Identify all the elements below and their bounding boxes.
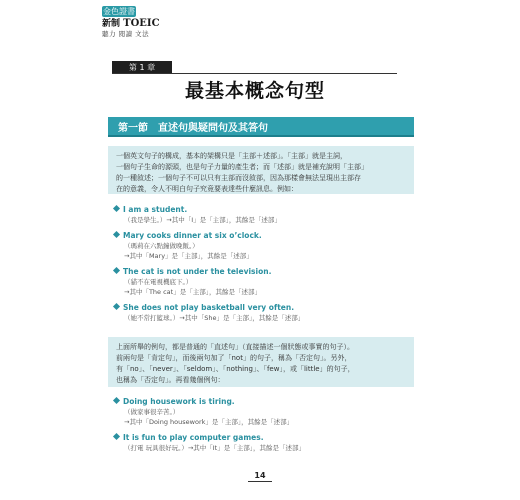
- example-item: [114, 230, 414, 261]
- example-english: She does not play basketball very often.: [123, 303, 295, 312]
- explanation-box: [108, 337, 414, 387]
- example-translation: （做家事很辛苦。）: [124, 408, 180, 416]
- example-item: [114, 204, 414, 225]
- page-number: 14: [254, 471, 266, 480]
- brand-title: [102, 18, 162, 30]
- example-note: →其中「Doing housework」是「主部」，其餘是「述部」: [124, 418, 294, 426]
- example-english: The cat is not under the television.: [123, 267, 272, 276]
- brand-badge: 金色證書: [103, 7, 135, 16]
- diamond-bullet-icon: [113, 397, 120, 404]
- diamond-bullet-icon: [113, 433, 120, 440]
- example-english: Mary cooks dinner at six o’clock.: [123, 231, 262, 240]
- example-english: Doing housework is tiring.: [123, 397, 235, 406]
- chapter-rule: [112, 73, 397, 74]
- example-item: [114, 302, 414, 323]
- example-list-1: [114, 204, 414, 328]
- brand-subtitle: 聽力 閱讀 文法: [102, 30, 150, 38]
- example-translation: （她不常打籃球。）→其中「She」是「主部」，其餘是「述部」: [124, 314, 305, 322]
- intro-line: 的一種敘述；一個句子不可以只有主部而沒敘部，因為那樣會無法呈現出主部存: [116, 174, 361, 182]
- intro-line: 一個英文句子的構成，基本的架構只是「主部＋述部」。「主部」就是主詞，: [116, 152, 347, 160]
- example-list-2: [114, 396, 414, 458]
- section-title: 第一節 直述句與疑問句及其答句: [118, 123, 268, 134]
- section-header: [108, 117, 414, 137]
- explanation-line: 有「no」、「never」、「seldom」、「nothing」、「few」，或「little」的句子，: [116, 365, 355, 373]
- brand-toeic: TOEIC: [123, 18, 160, 29]
- intro-line: 在的意義，令人不明白句子究竟要表達些什麼訊息。例如：: [116, 185, 298, 193]
- intro-box: [108, 146, 414, 194]
- example-note: →其中「The cat」是「主部」，其餘是「述部」: [124, 288, 261, 296]
- page-number-rule: [248, 481, 272, 482]
- chapter-title: 最基本概念句型: [184, 80, 325, 102]
- brand-prefix: 新制: [102, 19, 121, 29]
- diamond-bullet-icon: [113, 205, 120, 212]
- example-translation: （打電 玩具很好玩。）→其中「It」是「主部」，其餘是「述部」: [124, 444, 305, 452]
- example-item: [114, 432, 414, 453]
- diamond-bullet-icon: [113, 303, 120, 310]
- example-english: It is fun to play computer games.: [123, 433, 264, 442]
- chapter-tag: 第 1 章: [112, 61, 172, 74]
- diamond-bullet-icon: [113, 267, 120, 274]
- example-note: →其中「Mary」是「主部」，其餘是「述部」: [124, 252, 253, 260]
- example-english: I am a student.: [123, 205, 188, 214]
- diamond-bullet-icon: [113, 231, 120, 238]
- explanation-line: 也稱為「否定句」。再看幾個例句：: [116, 376, 225, 384]
- example-translation: （瑪莉在六點鐘做晚飯。）: [124, 242, 199, 250]
- example-translation: （貓不在電視機底下。）: [124, 278, 193, 286]
- example-item: [114, 396, 414, 427]
- example-translation: （我是學生。）→其中「I」是「主部」，其餘是「述部」: [124, 216, 281, 224]
- explanation-line: 前兩句是「肯定句」，而後兩句加了「not」的句子，稱為「否定句」。另外，: [116, 354, 352, 362]
- example-item: [114, 266, 414, 297]
- explanation-line: 上面所舉的例句，都是普通的「直述句」（直接描述一個狀態或事實的句子）。: [116, 343, 354, 351]
- brand-logo: [102, 6, 162, 38]
- intro-line: 一個句子生命的源頭，也是句子力量的產生者；而「述部」就是補充說明「主部」: [116, 163, 368, 171]
